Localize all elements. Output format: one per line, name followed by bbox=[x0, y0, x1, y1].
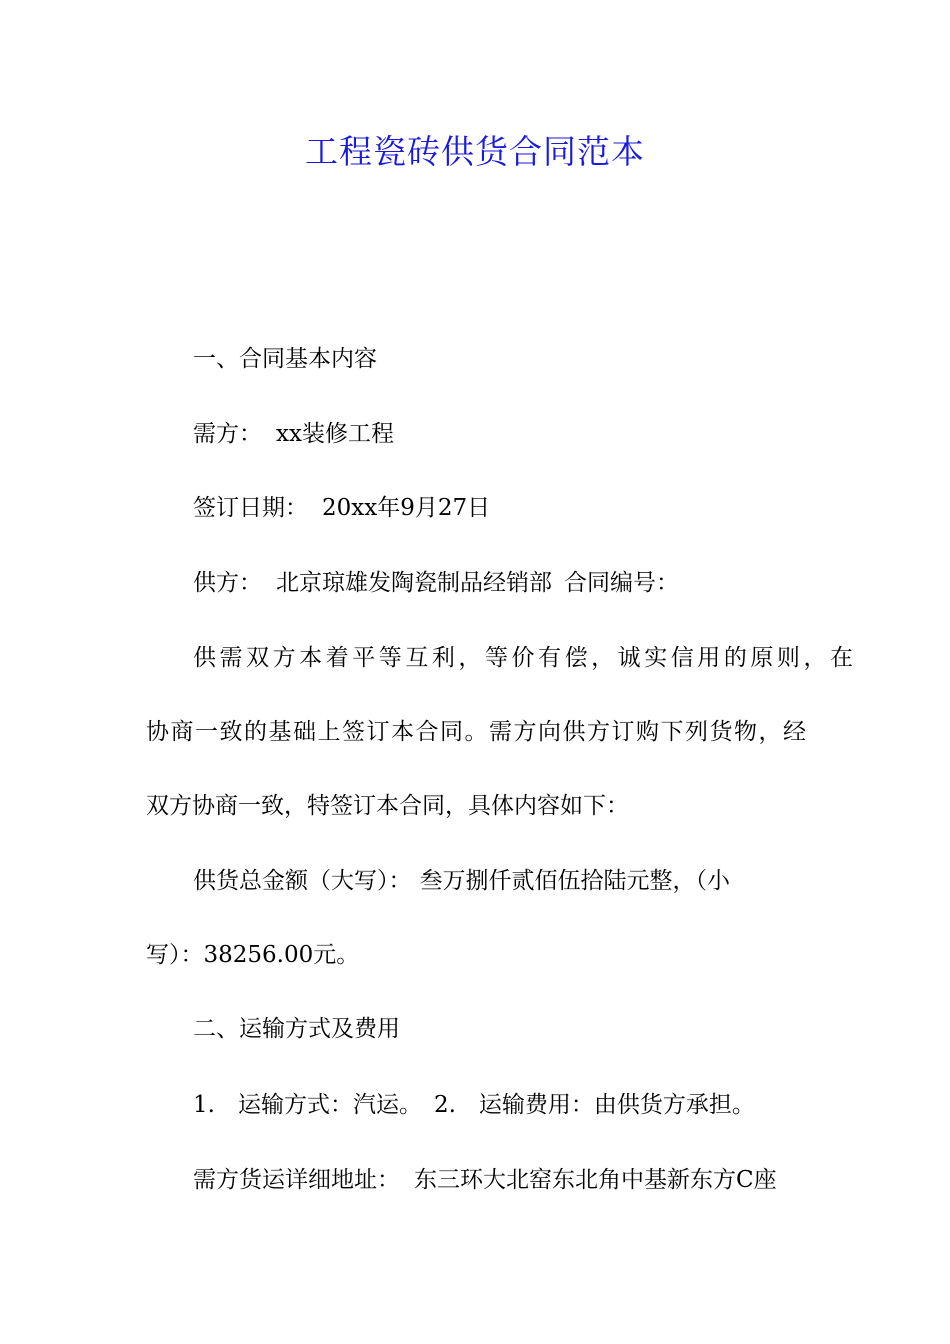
supplier-line bbox=[146, 565, 863, 601]
transport-item-1: 1. 运输方式：汽运。 bbox=[193, 1092, 422, 1118]
amount-line-2: 写）：38256.00元。 bbox=[146, 942, 360, 968]
address-label: 需方货运详细地址： bbox=[193, 1167, 400, 1193]
amount-label: 供货总金额（大写）： bbox=[193, 868, 412, 894]
sign-date-label: 签订日期： bbox=[193, 495, 308, 521]
amount-line-1 bbox=[146, 863, 863, 899]
supplier-label: 供方： bbox=[193, 570, 262, 596]
sign-date-value: 20xx年9月27日 bbox=[322, 495, 491, 521]
amount-upper: 叁万捌仟贰佰伍拾陆元整，（小 bbox=[419, 868, 730, 894]
paragraph-1-line-2: 协商一致的基础上签订本合同。需方向供方订购下列货物，经 bbox=[146, 719, 806, 745]
paragraph-1-line-1: 供需双方本着平等互利，等价有偿，诚实信用的原则，在 bbox=[193, 645, 853, 671]
buyer-label: 需方： bbox=[193, 421, 262, 447]
transport-line bbox=[146, 1087, 863, 1123]
section-2-heading: 二、运输方式及费用 bbox=[193, 1016, 400, 1042]
document-title: 工程瓷砖供货合同范本 bbox=[305, 132, 645, 171]
paragraph-1-line-3: 双方协商一致，特签订本合同，具体内容如下： bbox=[146, 793, 629, 819]
buyer-line bbox=[146, 416, 863, 452]
sign-date-line bbox=[146, 490, 863, 526]
delivery-address-line bbox=[146, 1162, 863, 1198]
buyer-value: xx装修工程 bbox=[276, 421, 394, 447]
address-value: 东三环大北窑东北角中基新东方C座 bbox=[414, 1167, 777, 1193]
contract-number-label: 合同编号： bbox=[564, 570, 679, 596]
supplier-value: 北京琼雄发陶瓷制品经销部 bbox=[276, 570, 552, 596]
section-1-heading: 一、合同基本内容 bbox=[193, 346, 377, 372]
transport-item-2: 2. 运输费用：由供货方承担。 bbox=[433, 1092, 755, 1118]
